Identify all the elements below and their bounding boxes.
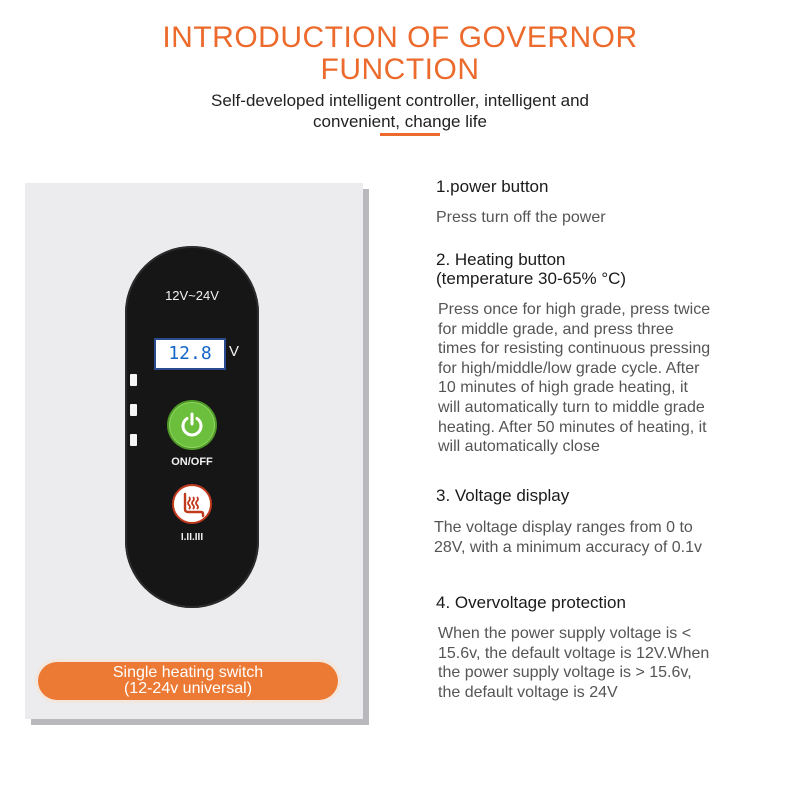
heating-button-label: I.II.III (180, 532, 204, 543)
heading-line: (temperature 30-65% °C) (436, 269, 627, 288)
caption-line-2: (12-24v universal) (123, 680, 253, 697)
heading-line: 2. Heating button (436, 250, 566, 269)
heat-level-indicator-low (130, 434, 137, 446)
body-line: heating. After 50 minutes of heating, it (438, 418, 707, 436)
body-line: will automatically turn to middle grade (438, 398, 705, 416)
feature-voltage-body (434, 518, 702, 557)
page-title (0, 22, 800, 86)
heat-level-indicator-mid (130, 404, 137, 416)
feature-power-heading (436, 177, 548, 196)
caption-line-1: Single heating switch (112, 664, 264, 681)
power-icon (177, 410, 207, 440)
body-line: 10 minutes of high grade heating, it (438, 379, 688, 397)
feature-overvoltage-heading (436, 593, 626, 612)
body-line: will automatically close (438, 438, 600, 456)
product-caption-badge (38, 662, 338, 700)
feature-overvoltage-body (438, 624, 709, 702)
feature-voltage-heading (436, 486, 569, 505)
title-line-1: INTRODUCTION OF GOVERNOR (162, 21, 638, 54)
body-line: Press once for high grade, press twice (438, 301, 711, 318)
power-button[interactable] (169, 402, 215, 448)
title-line-2: FUNCTION (320, 53, 480, 86)
heading-line: 3. Voltage display (436, 486, 570, 505)
body-line: Press turn off the power (436, 209, 606, 226)
title-underline (380, 133, 440, 136)
body-line: times for resisting continuous pressing (438, 340, 711, 358)
page-subtitle (0, 90, 800, 132)
feature-heating-body (438, 300, 710, 457)
body-line: 15.6v, the default voltage is 12V.When (438, 644, 710, 662)
heat-level-indicator-high (130, 374, 137, 386)
feature-heating-heading (436, 250, 626, 288)
device-voltage-range: 12V~24V (165, 288, 219, 303)
body-line: When the power supply voltage is < (438, 625, 692, 642)
heating-button[interactable] (172, 484, 212, 524)
body-line: the default voltage is 24V (438, 683, 618, 701)
body-line: the power supply voltage is > 15.6v, (438, 664, 692, 682)
heated-seat-icon (180, 491, 206, 519)
body-line: The voltage display ranges from 0 to (434, 519, 693, 536)
voltage-display: 12.8 (154, 338, 226, 370)
power-button-label: ON/OFF (171, 456, 213, 468)
body-line: 28V, with a minimum accuracy of 0.1v (434, 538, 702, 556)
subtitle-line-1: Self-developed intelligent controller, intelligent and (210, 91, 590, 110)
heading-line: 4. Overvoltage protection (436, 593, 626, 612)
body-line: for middle grade, and press three (438, 320, 674, 338)
feature-power-body (436, 208, 606, 228)
heading-line: 1.power button (436, 177, 549, 196)
voltage-unit: V (229, 343, 240, 360)
subtitle-line-2: convenient, change life (313, 112, 487, 131)
body-line: for high/middle/low grade cycle. After (438, 359, 700, 377)
